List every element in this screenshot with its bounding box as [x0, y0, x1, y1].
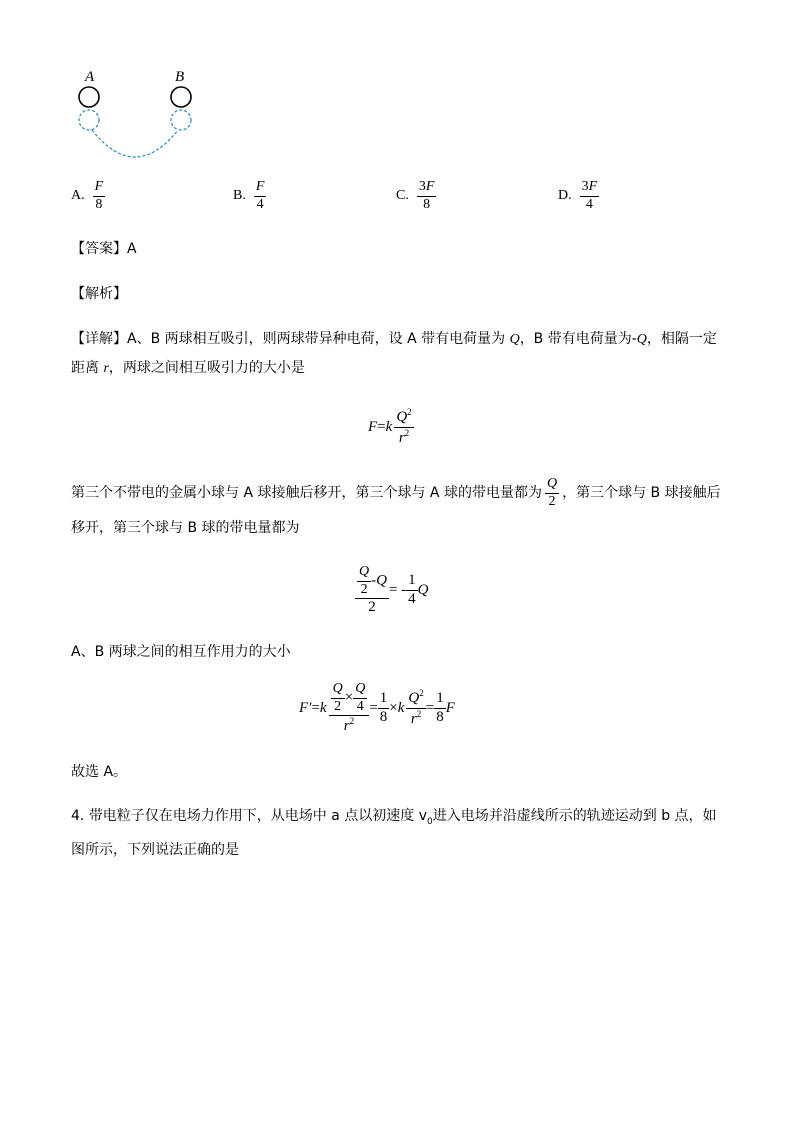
option-d: D. $\frac{3F}{4}$ [558, 179, 598, 212]
option-a-fraction: $\frac{F}{8}$ [94, 179, 104, 212]
detail-label: 【详解】 [71, 331, 127, 347]
question-number: 4. [71, 808, 85, 824]
option-a: A. $\frac{F}{8}$ [71, 179, 104, 212]
option-b: B. $\frac{F}{4}$ [233, 179, 265, 212]
equation-new-force: F′ = k $\frac{Q}{2}$ × $\frac{Q}{4}$ $r^2$ = $\frac{1}{8}$ × k $\frac{Q^2}{r^2}$ = $\frac{1}{8}$ F [299, 681, 455, 735]
equation-coulomb: F = k $\frac{Q^2}{r^2}$ [368, 407, 412, 446]
label-b: B [175, 69, 185, 85]
option-b-fraction: $\frac{F}{4}$ [255, 179, 265, 212]
dashed-sphere-a [79, 110, 99, 130]
detail-paragraph: 【详解】A、B 两球相互吸引，则两球带异种电荷，设 A 带有电荷量为 Q，B 带有电荷量为-Q，相隔一定距离 r，两球之间相互吸引力的大小是 [71, 331, 717, 376]
label-a: A [85, 69, 95, 85]
answer-value: A [127, 241, 137, 257]
option-d-fraction: $\frac{3F}{4}$ [581, 179, 598, 212]
question-4: 4. 带电粒子仅在电场力作用下，从电场中 a 点以初速度 $v_0$进入电场并沿虚线所示的轨迹运动到 b 点，如图所示，下列说法正确的是 [71, 808, 717, 858]
answer-line [71, 235, 721, 263]
answer-label: 【答案】 [71, 241, 127, 257]
paragraph-interaction: A、B 两球之间的相互作用力的大小 [71, 644, 291, 660]
charge-diagram [70, 64, 200, 164]
paragraph-third-ball: 第三个不带电的金属小球与 A 球接触后移开，第三个球与 A 球的带电量都为 $\frac{Q}{2}$ ，第三个球与 B 球接触后移开，第三个球与 B 球的带电量都为 [71, 475, 721, 536]
analysis-label: 【解析】 [71, 286, 127, 302]
conclusion: 故选 A。 [71, 764, 128, 780]
option-c: C. $\frac{3F}{8}$ [396, 179, 435, 212]
equation-b-charge: $\frac{Q}{2}$ -Q 2 = - $\frac{1}{4}$ Q [355, 565, 429, 616]
dashed-sphere-b [171, 110, 191, 130]
sphere-a [79, 87, 99, 107]
sphere-b [171, 87, 191, 107]
option-c-fraction: $\frac{3F}{8}$ [418, 179, 435, 212]
dashed-path [92, 130, 178, 157]
